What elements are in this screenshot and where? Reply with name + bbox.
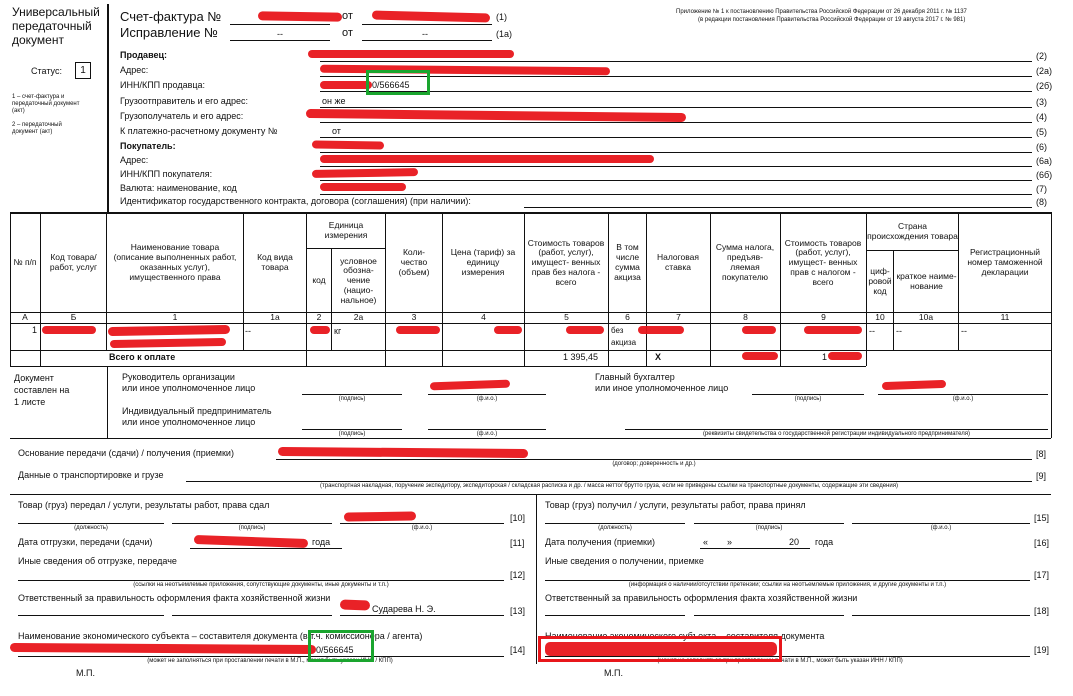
right-other-cap: (информация о наличии/отсутствии претензии; ссылки на неотъемлемые приложения, и другие документы и т.п.)	[628, 582, 947, 588]
right-resp-ref: [18]	[1034, 606, 1050, 616]
redaction-mark	[638, 326, 684, 334]
correction-date: --	[422, 29, 428, 39]
right-entity-redbox	[538, 636, 782, 662]
ship-ref: [11]	[510, 538, 525, 548]
head-label: Руководитель организации или иное уполномоченное лицо	[122, 372, 256, 393]
redaction-mark	[194, 535, 308, 548]
th-unit-name: условное обозна- чение (нацио- нальное)	[340, 255, 377, 305]
row-country-name: --	[896, 326, 902, 336]
redaction-mark	[312, 140, 384, 149]
receive-year-prefix: 20	[789, 537, 800, 547]
seller-label: Продавец:	[120, 50, 168, 60]
index-11: 11	[1000, 311, 1010, 322]
redaction-mark	[430, 380, 510, 391]
received-ref: [15]	[1034, 513, 1050, 523]
row-customs: --	[961, 326, 967, 336]
basis-ref: [8]	[1036, 449, 1047, 459]
ip-fio-cap: (ф.и.о.)	[476, 431, 498, 437]
total-sum-with-tax: 1	[822, 352, 828, 362]
redaction-mark	[566, 326, 604, 334]
receive-date-label: Дата получения (приемки)	[545, 537, 655, 547]
redaction-mark	[396, 326, 440, 334]
status-value-box[interactable]: 1	[75, 62, 91, 79]
ship-date-year: года	[312, 537, 331, 547]
payment-doc-from: от	[332, 126, 341, 136]
accountant-signature-cap: (подпись)	[794, 396, 822, 402]
received-position-cap: (должность)	[598, 525, 632, 531]
right-entity-cap: (может не заполняться при проставлении печати в М.П., может быть указан ИНН / КПП)	[657, 658, 903, 664]
index-a: А	[22, 311, 28, 322]
received-signature-cap: (подпись)	[755, 525, 783, 531]
index-8: 8	[743, 311, 748, 322]
left-entity-label: Наименование экономического субъекта – составителя документа (в т.ч. комиссионера / агента)	[18, 631, 423, 641]
redaction-mark	[742, 352, 778, 360]
invoice-ref: (1)	[496, 12, 507, 22]
index-9: 9	[821, 311, 826, 322]
th-country-code: циф- ровой код	[868, 266, 892, 296]
left-resp-ref: [13]	[510, 606, 526, 616]
th-tax-rate: Налоговая ставка	[656, 252, 700, 272]
redaction-mark	[320, 183, 406, 191]
seller-ref: (2)	[1036, 51, 1047, 61]
redaction-mark	[42, 326, 96, 334]
invoice-from-label: от	[342, 10, 353, 22]
handed-label: Товар (груз) передал / услуги, результаты работ, права сдал	[18, 500, 270, 510]
consignee-label: Грузополучатель и его адрес:	[120, 111, 244, 121]
buyer-inn-label: ИНН/КПП покупателя:	[120, 169, 213, 179]
index-7: 7	[676, 311, 681, 322]
left-entity-value: 0/566645	[316, 645, 354, 655]
receive-date-close-quote: »	[727, 537, 733, 547]
received-fio-cap: (ф.и.о.)	[930, 525, 952, 531]
total-x: X	[655, 352, 662, 362]
head-fio-cap: (ф.и.о.)	[476, 396, 498, 402]
redaction-mark	[320, 155, 654, 163]
appendix-note: Приложение № 1 к постановлению Правительства Российской Федерации от 26 декабря 2011 г. № 1137 (в редакции постановления Правительства Российской Федерации от 19 августа 2017 г. № 981)	[676, 9, 967, 23]
consignee-ref: (4)	[1036, 112, 1047, 122]
index-3: 3	[411, 311, 417, 322]
index-10a: 10а	[918, 311, 934, 322]
row-excise: без акциза	[611, 326, 637, 347]
receive-ref: [16]	[1034, 538, 1050, 548]
receive-year-word: года	[815, 537, 834, 547]
shipper-value: он же	[322, 96, 346, 106]
index-2: 2	[316, 311, 322, 322]
redaction-mark	[306, 109, 686, 122]
th-tax-sum: Сумма налога, предъяв- ляемая покупателю	[715, 242, 775, 282]
th-price: Цена (тариф) за единицу измерения	[450, 247, 516, 277]
buyer-address-ref: (6а)	[1036, 156, 1053, 166]
handed-signature-cap: (подпись)	[238, 525, 266, 531]
correction-ref: (1а)	[496, 29, 513, 39]
th-np: № п/п	[13, 257, 37, 268]
redaction-mark	[320, 81, 372, 89]
payment-doc-label: К платежно-расчетному документу №	[120, 126, 278, 136]
handed-fio-cap: (ф.и.о.)	[411, 525, 433, 531]
redaction-mark	[494, 326, 522, 334]
correction-number: --	[277, 29, 283, 39]
index-2a: 2а	[353, 311, 364, 322]
seller-address-label: Адрес:	[120, 65, 149, 75]
index-b: Б	[70, 311, 77, 322]
redaction-mark	[804, 326, 862, 334]
status-note-1: 1 – счет-фактура и передаточный документ (акт)	[12, 94, 80, 114]
left-other-label: Иные сведения об отгрузке, передаче	[18, 556, 177, 566]
index-6: 6	[625, 311, 630, 322]
document-title: Универсальный передаточный документ	[12, 5, 100, 47]
buyer-label: Покупатель:	[120, 141, 176, 151]
redaction-mark	[742, 326, 776, 334]
shipper-label: Грузоотправитель и его адрес:	[120, 96, 248, 106]
redaction-mark	[340, 599, 370, 610]
redaction-mark	[828, 352, 862, 360]
transport-ref: [9]	[1036, 471, 1047, 481]
currency-label: Валюта: наименование, код	[120, 183, 237, 193]
th-customs: Регистрационный номер таможенной декларации	[967, 247, 1043, 277]
redaction-mark	[372, 10, 490, 22]
redaction-mark	[110, 338, 226, 348]
index-5: 5	[564, 311, 569, 322]
invoice-label: Счет-фактура №	[120, 9, 222, 24]
transport-label: Данные о транспортировке и грузе	[18, 470, 164, 480]
ip-requisites-cap: (реквизиты свидетельства о государственной регистрации индивидуального предпринимателя)	[702, 431, 971, 437]
th-name: Наименование товара (описание выполненных работ, оказанных услуг), имущественного права	[113, 242, 237, 282]
handed-ref: [10]	[510, 513, 526, 523]
redaction-mark	[308, 50, 514, 58]
th-cost-wo-tax: Стоимость товаров (работ, услуг), имущест- венных прав без налога - всего	[527, 237, 605, 287]
index-4: 4	[481, 311, 486, 322]
th-code: Код товара/ работ, услуг	[49, 252, 98, 272]
status-label: Статус:	[31, 66, 62, 76]
buyer-address-label: Адрес:	[120, 155, 149, 165]
transport-cap: (транспортная накладная, поручение экспедитору, экспедиторская / складская расписка и др. / масса нетто/ брутто груза, если не приведены ссылки на транспортные документы, содержащие эти сведения)	[320, 483, 898, 489]
right-entity-ref: [19]	[1034, 645, 1050, 655]
left-entity-cap: (может не заполняться при проставлении печати в М.П., может быть указан ИНН / КПП)	[147, 658, 393, 664]
row-kind: --	[245, 326, 251, 336]
redaction-mark	[320, 65, 610, 76]
row-np: 1	[32, 325, 38, 335]
accountant-label: Главный бухгалтер или иное уполномоченное лицо	[595, 372, 729, 393]
head-signature-cap: (подпись)	[338, 396, 366, 402]
buyer-ref: (6)	[1036, 142, 1047, 152]
ip-label: Индивидуальный предприниматель или иное уполномоченное лицо	[122, 406, 272, 427]
handed-position-cap: (должность)	[74, 525, 108, 531]
row-unit-name: кг	[334, 326, 342, 336]
contract-id-ref: (8)	[1036, 197, 1047, 207]
th-country-group: Страна происхождения товара	[867, 221, 958, 241]
basis-label: Основание передачи (сдачи) / получения (приемки)	[18, 448, 234, 458]
receive-date-open-quote: «	[703, 537, 709, 547]
redaction-mark	[882, 380, 946, 390]
th-qty: Коли- чество (объем)	[398, 247, 430, 277]
redaction-mark	[344, 511, 416, 521]
redaction-mark	[310, 326, 330, 334]
currency-ref: (7)	[1036, 184, 1047, 194]
index-1: 1	[172, 311, 178, 322]
ship-date-label: Дата отгрузки, передачи (сдачи)	[18, 537, 153, 547]
th-excise: В том числе сумма акциза	[614, 242, 641, 282]
right-other-ref: [17]	[1034, 570, 1050, 580]
th-unit-group: Единица измерения	[324, 220, 368, 240]
right-entity-label: Наименование экономического субъекта – составителя документа	[545, 631, 825, 641]
contract-id-label: Идентификатор государственного контракта, договора (соглашения) (при наличии):	[120, 196, 471, 206]
th-country-name: краткое наиме- нование	[896, 271, 957, 291]
entity-inn-highlight	[308, 630, 374, 662]
left-entity-ref: [14]	[510, 645, 526, 655]
redaction-mark	[258, 11, 342, 21]
status-note-2: 2 – передаточный документ (акт)	[12, 122, 62, 135]
th-kind: Код вида товара	[257, 252, 293, 272]
total-cost: 1 395,45	[563, 352, 599, 362]
right-mp: М.П.	[604, 668, 623, 678]
left-other-ref: [12]	[510, 570, 526, 580]
seller-inn-label: ИНН/КПП продавца:	[120, 80, 206, 90]
redaction-mark	[108, 325, 230, 336]
index-10: 10	[875, 311, 885, 322]
shipper-ref: (3)	[1036, 97, 1047, 107]
received-label: Товар (груз) получил / услуги, результаты работ, права принял	[545, 500, 806, 510]
th-unit-code: код	[312, 275, 326, 286]
basis-cap: (договор; доверенность и др.)	[612, 461, 696, 467]
correction-label: Исправление №	[120, 25, 218, 40]
redaction-mark	[312, 168, 418, 178]
redaction-mark	[10, 643, 316, 654]
total-label: Всего к оплате	[109, 352, 176, 362]
buyer-inn-ref: (6б)	[1036, 170, 1053, 180]
index-1a: 1а	[270, 311, 280, 322]
doc-composed: Документ составлен на 1 листе	[14, 373, 70, 407]
seller-address-ref: (2а)	[1036, 66, 1053, 76]
payment-doc-ref: (5)	[1036, 127, 1047, 137]
row-country-code: --	[869, 326, 875, 336]
left-other-cap: (ссылки на неотъемлемые приложения, сопутствующие документы, иные документы и т.п.)	[133, 582, 389, 588]
seller-inn-highlight	[366, 70, 430, 95]
correction-from-label: от	[342, 27, 353, 39]
left-resp-label: Ответственный за правильность оформления факта хозяйственной жизни	[18, 593, 331, 603]
left-resp-fio: Сударева Н. Э.	[372, 604, 436, 614]
redaction-mark	[278, 447, 528, 458]
right-other-label: Иные сведения о получении, приемке	[545, 556, 704, 566]
accountant-fio-cap: (ф.и.о.)	[952, 396, 974, 402]
right-resp-label: Ответственный за правильность оформления факта хозяйственной жизни	[545, 593, 858, 603]
ip-signature-cap: (подпись)	[338, 431, 366, 437]
seller-inn-value: 0/566645	[372, 80, 410, 90]
seller-inn-ref: (2б)	[1036, 81, 1053, 91]
left-mp: М.П.	[76, 668, 95, 678]
th-cost-with-tax: Стоимость товаров (работ, услуг), имущест- венных прав с налогом - всего	[784, 237, 862, 287]
